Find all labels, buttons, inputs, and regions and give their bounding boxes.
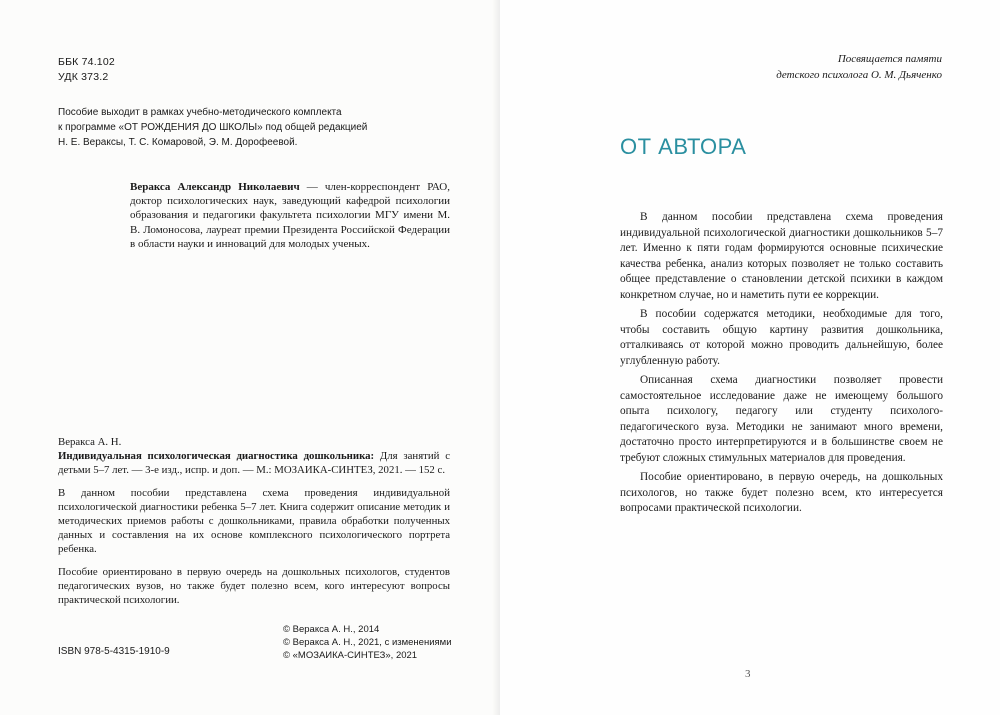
author-name: Веракса Александр Николаевич: [130, 181, 300, 193]
copyright-line: © Веракса А. Н., 2021, с изменениями: [283, 637, 452, 648]
page-number: 3: [745, 668, 751, 680]
udk-code: УДК 373.2: [58, 71, 109, 83]
foreword-paragraph: В пособии содержатся методики, необходимые для того, чтобы составить общую картину развития дошкольника, отталкиваясь от которой можно проводить дальнейшую, более углубленную работу.: [620, 308, 943, 367]
copyright-line: © «МОЗАИКА-СИНТЕЗ», 2021: [283, 650, 418, 661]
dedication: [642, 51, 942, 83]
copyright-block: [283, 623, 452, 662]
series-line: к программе «ОТ РОЖДЕНИЯ ДО ШКОЛЫ» под общей редакцией: [58, 122, 368, 133]
series-line: Пособие выходит в рамках учебно-методического комплекта: [58, 107, 342, 118]
foreword-paragraph: В данном пособии представлена схема проведения индивидуальной психологической диагностики дошкольников 5–7 лет. Именно к пяти годам формируются основные психические качества ребенка, анализ которых позволяет не только составить общее представление о становлении детской психики в каждом конкретном случае, но и наметить пути ее коррекции.: [620, 211, 943, 301]
dedication-line: детского психолога О. М. Дьяченко: [776, 69, 942, 81]
bbk-code: ББК 74.102: [58, 56, 115, 68]
dedication-line: Посвящается памяти: [837, 53, 942, 65]
classification-codes: [58, 55, 115, 85]
foreword-paragraph: Описанная схема диагностики позволяет провести самостоятельное исследование даже не имеющему большого опыта психологу, педагогу или студенту психолого-педагогического вуза. Методики не занимают много времени, достаточно просто интерпретируются и в большинстве своем не требуют сложных стимульных материалов для проведения.: [620, 374, 943, 464]
catalog-details: Для занятий с детьми 5–7 лет. — 3-е изд., испр. и доп. — М.: МОЗАИКА-СИНТЕЗ, 2021. — 152 с.: [58, 450, 450, 477]
catalog-card: [58, 435, 450, 607]
foreword-text: [620, 210, 943, 521]
catalog-abstract: В данном пособии представлена схема проведения индивидуальной психологической диагностики ребенка 5–7 лет. Книга содержит описание методик и методических приемов работы с дошкольниками, правила обработки полученных данных и составления на их основе комплексного психологического портрета ребенка.: [58, 486, 450, 556]
catalog-title-block: [58, 449, 450, 477]
author-bio-text: — член-корреспондент РАО, доктор психологических наук, заведующий кафедрой психологии образования и педагогики факультета психологии МГУ имени М. В. Ломоносова, лауреат премии Президента Российской Федерации в области науки и инноваций для молодых ученых.: [130, 181, 450, 250]
copyright-line: © Веракса А. Н., 2014: [283, 624, 380, 635]
catalog-abstract: Пособие ориентировано в первую очередь на дошкольных психологов, студентов педагогических вузов, но также будет полезно всем, кого интересуют вопросы практической психологии.: [58, 565, 450, 607]
series-line: Н. Е. Вераксы, Т. С. Комаровой, Э. М. Дорофеевой.: [58, 137, 298, 148]
author-bio: [130, 180, 450, 251]
series-note: [58, 105, 418, 150]
catalog-title: Индивидуальная психологическая диагностика дошкольника:: [58, 450, 375, 463]
catalog-author: Веракса А. Н.: [58, 436, 122, 448]
section-heading: ОТ АВТОРА: [620, 134, 747, 159]
foreword-paragraph: Пособие ориентировано, в первую очередь, на дошкольных психологов, но также будет полезно всем, кто интересуется вопросами практической психологии.: [620, 471, 943, 514]
isbn: ISBN 978-5-4315-1910-9: [58, 646, 170, 657]
